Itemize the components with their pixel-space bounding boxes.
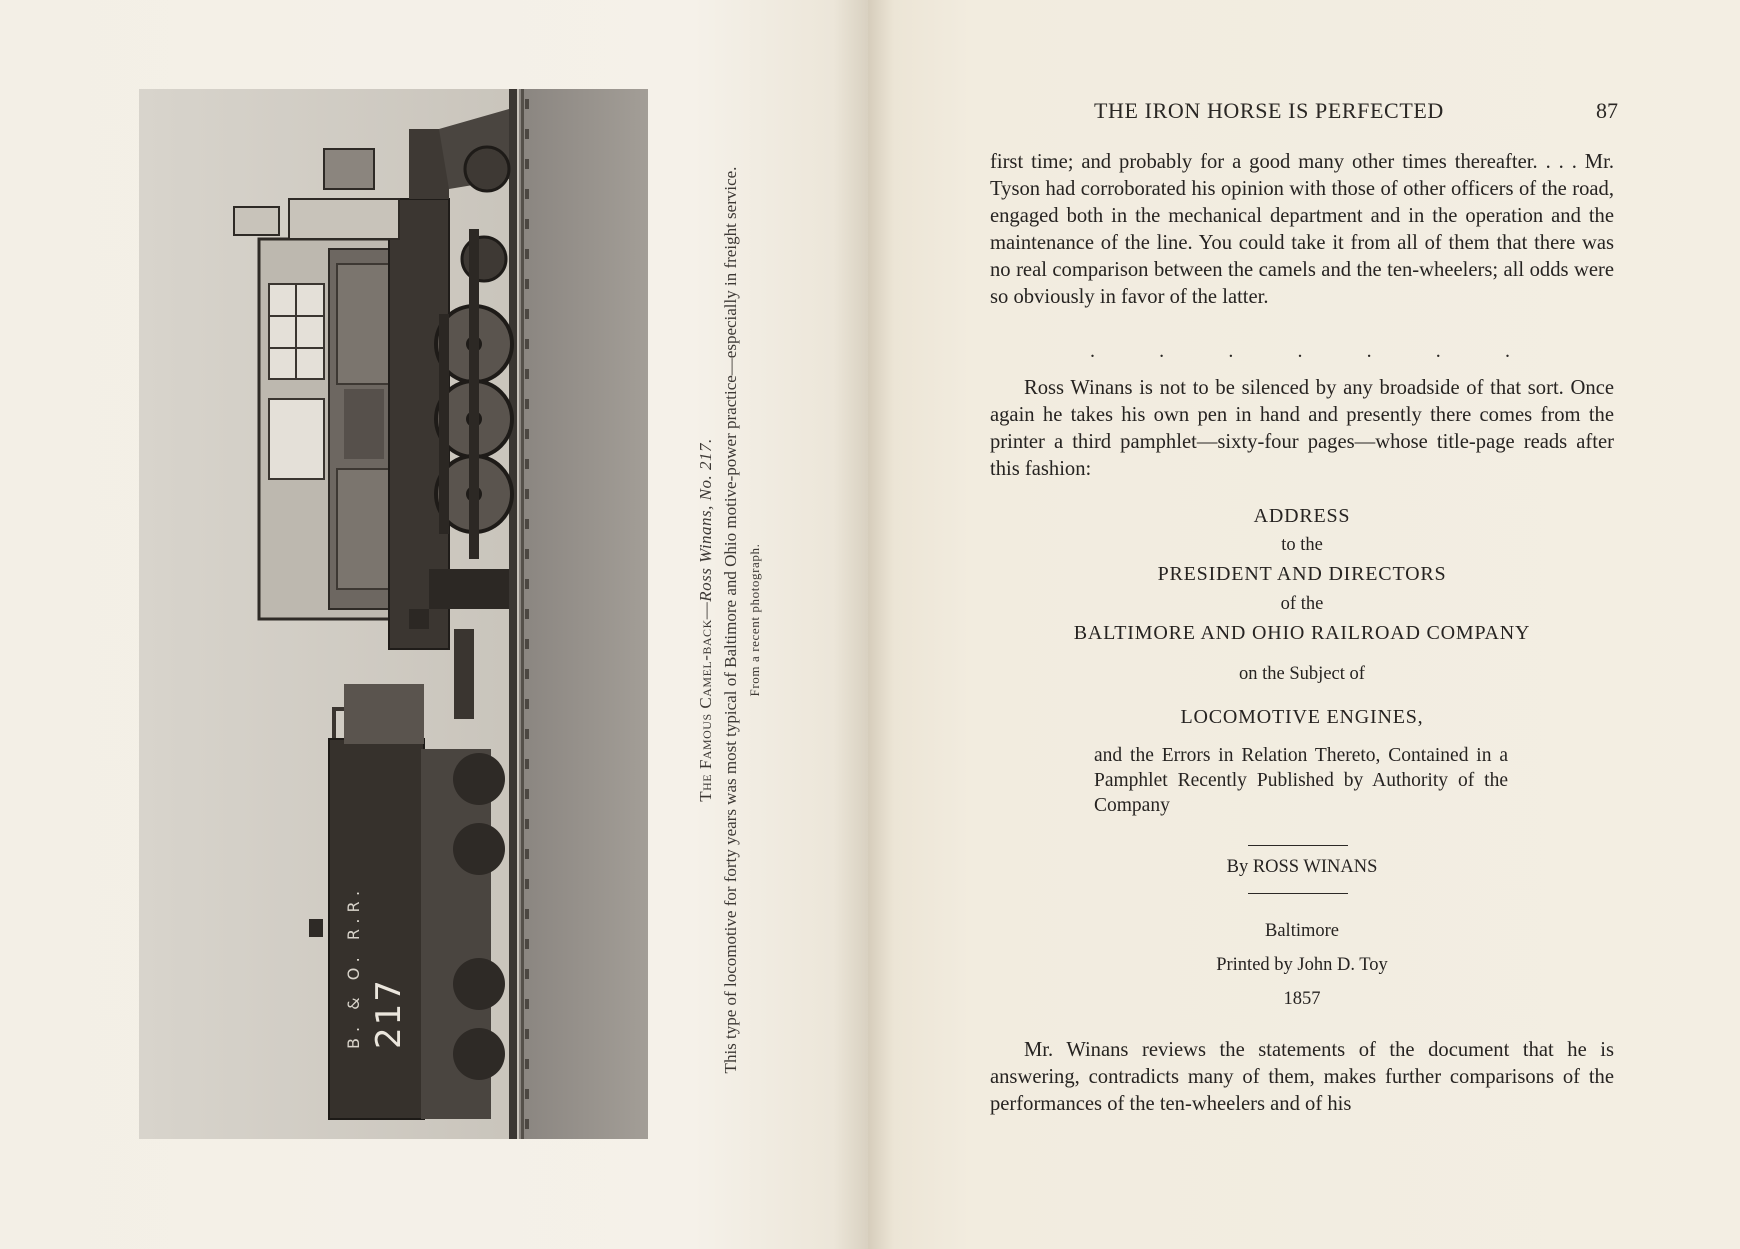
title-address: ADDRESS xyxy=(1253,505,1351,527)
paragraph-2-text: Ross Winans is not to be silenced by any broadside of that sort. Once again he takes his own pen in hand and presently there comes from the printer a third pamphlet—sixty-four pages—whose title-page reads after this fashion: xyxy=(990,377,1614,480)
left-page xyxy=(0,0,868,1249)
rail xyxy=(509,89,517,1139)
dot: . xyxy=(1228,340,1234,362)
rail-ties xyxy=(525,99,529,1129)
title-rule-top xyxy=(1248,845,1348,846)
title-company: BALTIMORE AND OHIO RAILROAD COMPANY xyxy=(1073,622,1531,644)
caption-title-prefix: The Famous Camel-back— xyxy=(696,601,715,802)
title-year: 1857 xyxy=(1283,989,1321,1009)
plate-caption xyxy=(680,100,780,1140)
paragraph-1 xyxy=(990,149,1614,311)
caption-title-italic: Ross Winans, No. 217. xyxy=(696,438,715,602)
title-author: By ROSS WINANS xyxy=(1226,857,1378,877)
running-head: THE IRON HORSE IS PERFECTED xyxy=(1094,98,1444,123)
paragraph-3 xyxy=(990,1037,1614,1118)
tender-marking: B. & O. R.R. xyxy=(344,884,363,1049)
title-errors-text: and the Errors in Relation Thereto, Contained in a Pamphlet Recently Published by Authority of the Company xyxy=(1094,745,1508,816)
dot: . xyxy=(1159,340,1165,362)
photo-ground xyxy=(519,89,648,1139)
paragraph-2 xyxy=(990,375,1614,483)
tender-number: 217 xyxy=(369,978,409,1049)
dot: . xyxy=(1504,340,1510,362)
title-rule-bottom xyxy=(1248,893,1348,894)
page-number: 87 xyxy=(1596,98,1618,123)
rail xyxy=(521,89,524,1139)
caption-body: This type of locomotive for forty years was most typical of Baltimore and Ohio motive-power practice—especially in freight service. xyxy=(721,166,740,1074)
coupling xyxy=(454,629,474,719)
dot: . xyxy=(1435,340,1441,362)
caption-title xyxy=(694,110,718,1130)
dot: . xyxy=(1297,340,1303,362)
dot: . xyxy=(1090,340,1095,362)
paragraph-3-text: Mr. Winans reviews the statements of the document that he is answering, contradicts many of them, makes further comparisons of the performances of the ten-wheelers and of his xyxy=(990,1039,1614,1115)
title-subject: on the Subject of xyxy=(1239,664,1365,684)
title-locomotive-engines: LOCOMOTIVE ENGINES, xyxy=(1180,706,1424,728)
tender xyxy=(309,684,505,1119)
title-place: Baltimore xyxy=(1265,921,1339,941)
ellipsis-dots xyxy=(1090,340,1510,363)
caption-credit: From a recent photograph. xyxy=(747,543,762,697)
title-of-the: of the xyxy=(1280,594,1324,614)
paragraph-1-text: first time; and probably for a good many other times thereafter. . . . Mr. Tyson had corroborated his opinion with those of other officers of the road, engaged both in the mechanical department and in the operation and the maintenance of the line. You could take it from all of them that there was no real comparison between the camels and the ten-wheelers; all odds were so obviously in favor of the latter. xyxy=(990,151,1614,308)
dot: . xyxy=(1366,340,1372,362)
title-to-the: to the xyxy=(1281,535,1323,555)
title-president-directors: PRESIDENT AND DIRECTORS xyxy=(1157,563,1447,585)
locomotive-photograph xyxy=(139,89,648,1139)
title-printer: Printed by John D. Toy xyxy=(1216,955,1388,975)
